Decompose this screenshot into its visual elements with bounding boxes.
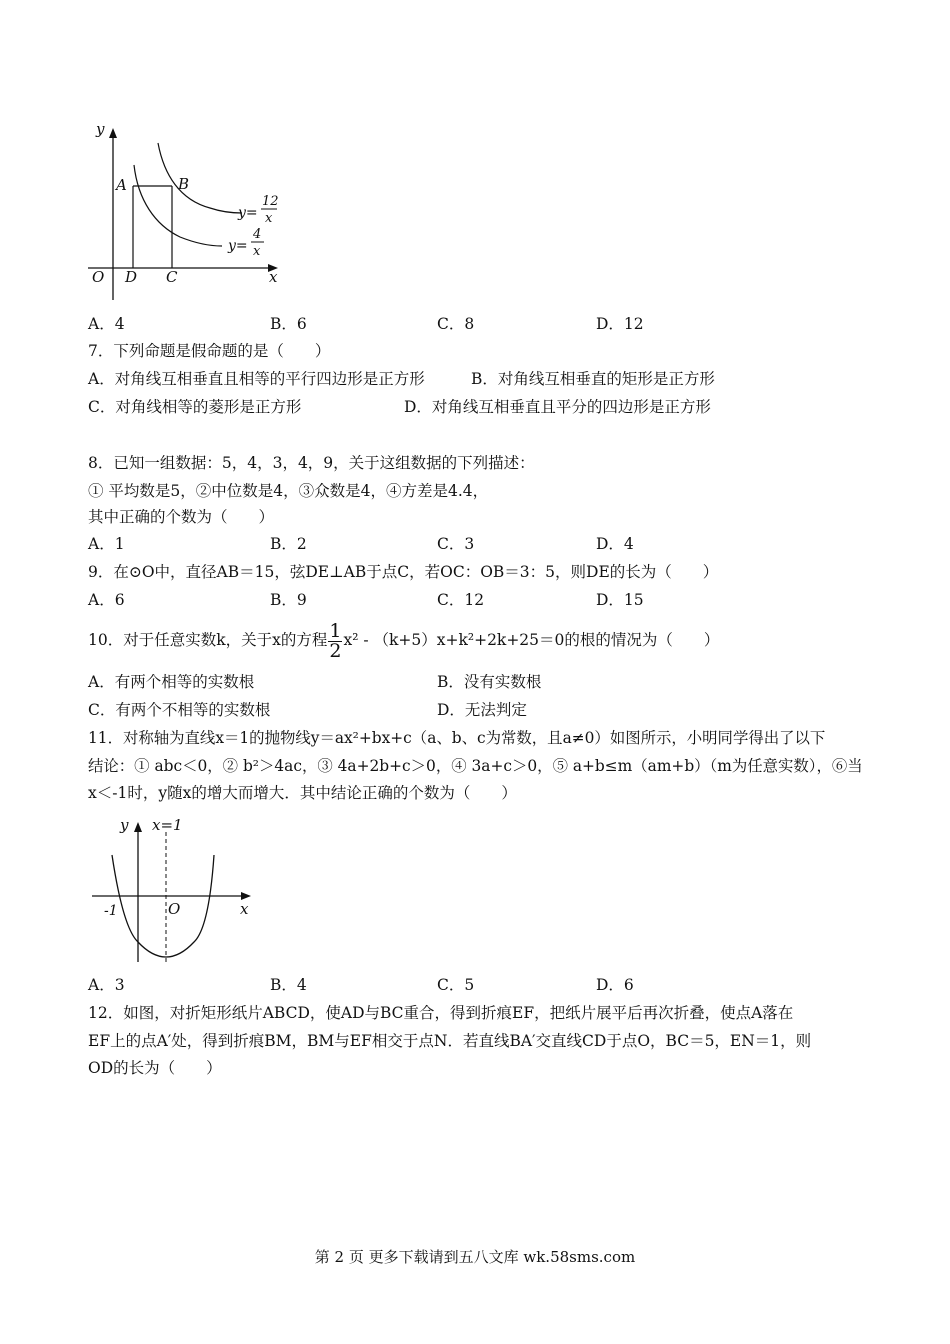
q8-option-b: B．2: [270, 535, 307, 553]
q6-option-a: A．4: [88, 315, 125, 333]
q9-option-d: D．15: [596, 591, 644, 609]
fig1-origin-label: O: [92, 268, 105, 286]
curve-upper-den: x: [265, 211, 273, 226]
q7-stem: 7．下列命题是假命题的是（ ）: [88, 342, 331, 360]
curve-lower-den: x: [253, 244, 261, 259]
fig1-point-a: A: [116, 176, 127, 194]
q11-option-c: C．5: [437, 976, 475, 994]
q7-option-a: A．对角线互相垂直且相等的平行四边形是正方形: [88, 370, 425, 388]
parabola-curve: [112, 855, 214, 957]
fig2-axis-label: x=1: [152, 816, 183, 834]
q10-frac-num: 1: [329, 619, 342, 642]
q9-option-b: B．9: [270, 591, 307, 609]
q8-option-c: C．3: [437, 535, 475, 553]
q10-stem-part-a: 10．对于任意实数k，关于x的方程: [88, 631, 328, 649]
fig1-point-c: C: [166, 268, 178, 286]
q12-stem-line1: 12．如图，对折矩形纸片ABCD，使AD与BC重合，得到折痕EF，把纸片展平后再次折叠，使点A落在: [88, 1004, 794, 1022]
q11-option-b: B．4: [270, 976, 307, 994]
page-footer: 第 2 页 更多下载请到五八文库 wk.58sms.com: [314, 1248, 636, 1266]
fig1-x-label: x: [269, 268, 278, 286]
curve-upper-num: 12: [262, 194, 279, 209]
q10-option-a: A．有两个相等的实数根: [88, 673, 255, 691]
q9-option-a: A．6: [88, 591, 125, 609]
curve-lower-num: 4: [253, 227, 262, 242]
q7-option-c: C．对角线相等的菱形是正方形: [88, 398, 302, 416]
q8-option-d: D．4: [596, 535, 634, 553]
q11-option-a: A．3: [88, 976, 125, 994]
q8-stem: 8．已知一组数据：5，4，3，4，9，关于这组数据的下列描述：: [88, 454, 535, 472]
q6-option-c: C．8: [437, 315, 475, 333]
fig2-neg-one-label: -1: [104, 903, 118, 919]
q9-option-c: C．12: [437, 591, 485, 609]
q6-option-d: D．12: [596, 315, 644, 333]
q11-option-d: D．6: [596, 976, 634, 994]
q10-stem-part-b: x² ‑ （k+5）x+k²+2k+25＝0的根的情况为（ ）: [343, 631, 720, 649]
fig2-x-axis-arrow: [241, 892, 251, 900]
q6-option-b: B．6: [270, 315, 307, 333]
q12-stem-line3: OD的长为（ ）: [88, 1059, 222, 1077]
fig2-y-label: y: [120, 816, 129, 834]
q11-stem-line1: 11．对称轴为直线x＝1的抛物线y＝ax²+bx+c（a、b、c为常数，且a≠0）如图所示，小明同学得出了以下: [88, 729, 826, 747]
q8-option-a: A．1: [88, 535, 125, 553]
fig2-origin-label: O: [168, 900, 181, 918]
q10-frac-den: 2: [329, 639, 342, 662]
fig1-point-d: D: [125, 268, 138, 286]
curve-lower-lhs: y=: [228, 238, 248, 254]
q9-stem: 9．在⊙O中，直径AB＝15，弦DE⊥AB于点C，若OC：OB＝3：5，则DE的长为（ ）: [88, 563, 719, 581]
q7-option-d: D．对角线互相垂直且平分的四边形是正方形: [404, 398, 711, 416]
fig2-y-axis-arrow: [134, 822, 142, 832]
q8-statements: ① 平均数是5，②中位数是4，③众数是4，④方差是4.4，: [88, 482, 489, 500]
q8-question: 其中正确的个数为（ ）: [88, 508, 275, 526]
q10-option-c: C．有两个不相等的实数根: [88, 701, 271, 719]
fig2-x-label: x: [240, 900, 249, 918]
q12-stem-line2: EF上的点A′处，得到折痕BM，BM与EF相交于点N．若直线BA′交直线CD于点O，BC＝5，EN＝1，则: [88, 1032, 812, 1050]
q10-option-b: B．没有实数根: [437, 673, 542, 691]
curve-upper-lhs: y=: [238, 205, 258, 221]
fig1-point-b: B: [178, 175, 190, 193]
q11-stem-line3: x＜‑1时，y随x的增大而增大．其中结论正确的个数为（ ）: [88, 784, 517, 802]
q11-stem-line2: 结论：① abc＜0，② b²＞4ac，③ 4a+2b+c＞0，④ 3a+c＞0，⑤ a+b≤m（am+b）（m为任意实数），⑥当: [88, 757, 863, 775]
q7-option-b: B．对角线互相垂直的矩形是正方形: [471, 370, 715, 388]
fig1-y-label: y: [96, 120, 105, 138]
q10-option-d: D．无法判定: [437, 701, 527, 719]
